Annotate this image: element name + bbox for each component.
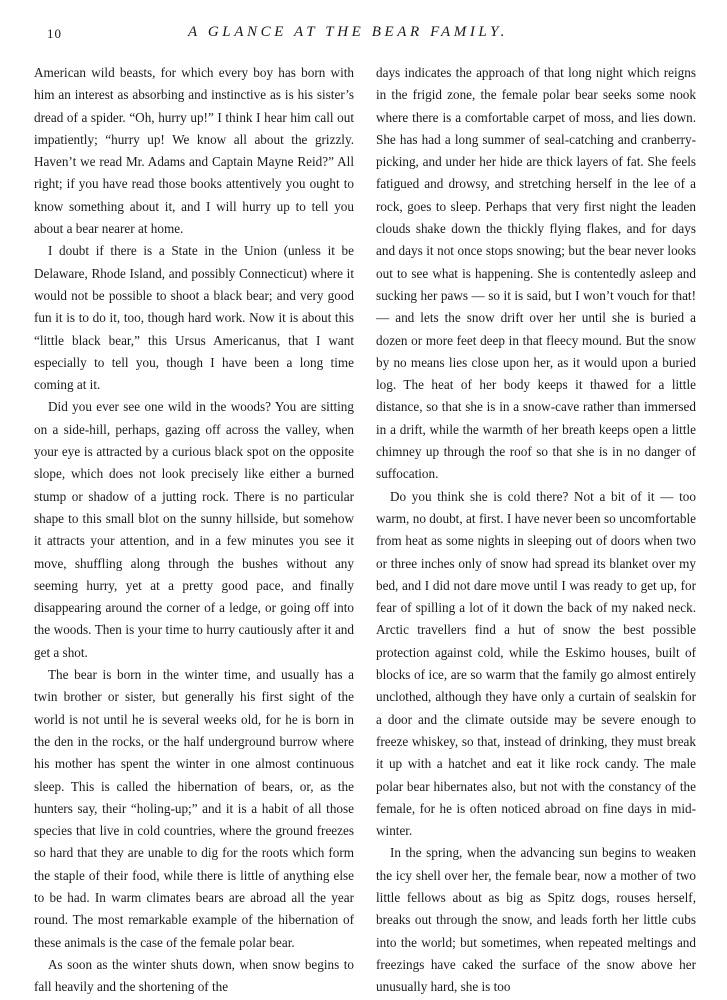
paragraph: Do you think she is cold there? Not a bit of it — too warm, no doubt, at first. I have never been so uncomfortable from heat as some nights in sleeping out of doors when two or three inches only of snow had spread its blanket over my bed, and I did not dare move until I was ready to get up, for fear of spilling a lot of it down the back of my naked neck. Arctic travellers find a hut of snow the best possible protection against cold, while the Eskimo houses, built of blocks of ice, are so warm that the family go almost entirely unclothed, although they have only a curtain of sealskin for a door and the climate outside may be severe enough to freeze whiskey, so that, instead of drinking, they must break it up with a hatchet and eat it like rock candy. The male polar bear hibernates also, but not with the constancy of the female, for he is often noticed abroad on fine days in mid-winter. (376, 488, 696, 839)
paragraph: I doubt if there is a State in the Union (unless it be Delaware, Rhode Island, and possibly Connecticut) where it would not be possible to shoot a black bear; and very good fun it is to do it, too, though hard work. Now it is about this “little black bear,” this Ursus Americanus, that I want especially to tell you, though I have been a long time coming at it. (34, 243, 354, 393)
paragraph: In the spring, when the advancing sun begins to weaken the icy shell over her, the female bear, now a mother of two little fellows about as big as Spitz dogs, rouses herself, breaks out through the snow, and leads forth her little cubs into the world; but sometimes, when repeated meltings and freezings have caked the surface of the snow above her unusually hard, she is too (376, 845, 696, 995)
right-column (376, 62, 696, 998)
paragraph: American wild beasts, for which every boy has born with him an interest as absorbing and instinctive as is his sister’s dread of a spider. “Oh, hurry up!” I think I hear him call out impatiently; “hurry up! We know all about the grizzly. Haven’t we read Mr. Adams and Captain Mayne Reid?” All right; if you have read those books attentively you ought to know something about it, and I will hurry up to tell you about a bear nearer at home. (34, 65, 354, 237)
page-number: 10 (47, 26, 62, 41)
paragraph: The bear is born in the winter time, and usually has a twin brother or sister, but generally his first sight of the world is not until he is several weeks old, for he is born in the den in the rocks, or the half underground burrow where his mother has spent the winter in one almost continuous sleep. This is called the hibernation of bears, or, as the hunters say, their “holing-up;” and it is a habit of all those species that live in cold countries, where the ground freezes so hard that they are unable to dig for the roots which form the staple of their food, while there is little of anything else to be had. In warm climates bears are abroad all the year round. The most remarkable example of the hibernation of these animals is the case of the female polar bear. (34, 667, 354, 950)
left-column (34, 62, 354, 998)
paragraph: As soon as the winter shuts down, when snow begins to fall heavily and the shortening of the (34, 956, 354, 995)
paragraph: days indicates the approach of that long night which reigns in the frigid zone, the female polar bear seeks some nook where there is a comfortable carpet of moss, and lies down. She has had a long summer of seal-catching and cranberry-picking, and under her hide are thick layers of fat. She feels fatigued and drowsy, and stretching herself in the lee of a rock, goes to sleep. Perhaps that very first night the leaden clouds shake down the thickly flying flakes, and for days and days it not once stops snowing; but the bear never looks out to see what is happening. She is contentedly asleep and sucking her paws — so it is said, but I won’t vouch for that! — and lets the snow drift over her until she is buried a dozen or more feet deep in that fleecy mound. But the snow by no means lies close upon her, as it would upon a buried log. The heat of her body keeps it thawed for a little distance, so that she is in a snow-cave rather than immersed in a drift, while the warmth of her breath keeps open a little chimney up through the roof so that she is in no danger of suffocation. (376, 65, 696, 482)
page-header (0, 26, 727, 50)
running-title: A GLANCE AT THE BEAR FAMILY. (188, 24, 508, 40)
paragraph: Did you ever see one wild in the woods? You are sitting on a side-hill, perhaps, gazing off across the valley, when your eye is attracted by a curious black spot on the opposite slope, which does not look precisely like either a burned stump or shadow of a jutting rock. There is no particular shape to this small blot on the sunny hillside, but somehow it attracts your attention, and in a few minutes you see it move, shuffling along through the bushes without any seeming hurry, yet at a pretty good pace, and finally disappearing around the corner of a ledge, or going off into the woods. Then is your time to hurry cautiously after it and get a shot. (34, 399, 354, 660)
